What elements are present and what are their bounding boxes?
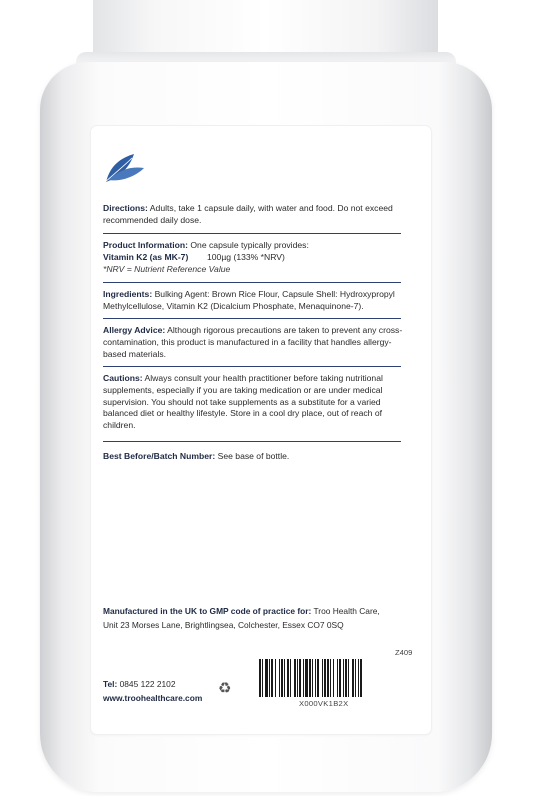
barcode-bar [345,659,347,697]
manufacturer-section [103,604,403,632]
barcode-bar [339,659,341,697]
leaf-logo-icon [100,152,146,184]
product-info-section [103,240,403,275]
section-divider [103,318,401,319]
best-before-text: See base of bottle. [215,451,290,461]
barcode-bar [337,659,338,697]
section-divider [103,282,401,283]
best-before-label: Best Before/Batch Number: [103,451,216,461]
barcode-bar [333,659,334,697]
barcode-bar [269,659,270,697]
barcode-bar [358,659,359,697]
nutrient-amount: 100µg (133% *NRV) [207,251,285,262]
directions-label: Directions: [103,203,148,213]
barcode-bar [305,659,308,697]
barcode-bar [324,659,326,697]
directions-section [103,203,403,227]
section-divider [103,233,401,234]
barcode-bar [360,659,362,697]
barcode-bar [281,659,283,697]
cautions-text: Always consult your health practitioner before taking nutritional supplements, especially if you are taking medication or are under medical supervision. You should not take supplements as a substitute for a varied balanced diet or healthy lifestyle. Store in a cool dry place, out of reach of children. [103,373,383,431]
barcode-bar [352,659,354,697]
barcode-number: X000VK1B2X [299,699,349,708]
allergy-text: Although rigorous precautions are taken to prevent any cross-contamination, this product is manufactured in a facility that handles allergy-based materials. [103,325,403,359]
barcode-bar [259,659,261,697]
barcode-bar [348,659,349,697]
tel-label: Tel: [103,679,118,689]
barcode-bar [265,659,268,697]
barcode-bar [303,659,304,697]
barcode-bar [322,659,323,697]
product-info-label: Product Information: [103,240,188,250]
nutrient-row [103,252,403,264]
barcode-bar [343,659,344,697]
barcode-bar [309,659,311,697]
best-before-section [103,451,403,463]
tel-number: 0845 122 2102 [117,679,176,689]
cautions-section [103,373,403,432]
allergy-section [103,325,403,360]
barcode-bar [287,659,289,697]
barcode-bar [355,659,356,697]
barcode [258,659,416,697]
barcode-bar [279,659,280,697]
manufacturer-address: Unit 23 Morses Lane, Brightlingsea, Colchester, Essex CO7 0SQ [103,620,344,630]
barcode-bar [327,659,329,697]
barcode-bar [290,659,291,697]
barcode-bar [312,659,313,697]
barcode-bar [284,659,285,697]
barcode-bar [262,659,263,697]
nutrient-name: Vitamin K2 (as MK-7) [103,251,189,262]
manufacturer-label: Manufactured in the UK to GMP code of practice for: [103,606,312,616]
allergy-label: Allergy Advice: [103,325,166,335]
barcode-bar [294,659,296,697]
website-link: www.troohealthcare.com [103,693,203,703]
product-code: Z409 [395,648,413,657]
manufacturer-company: Troo Health Care, [311,606,380,616]
barcode-bar [275,659,276,697]
contact-section [103,677,223,705]
nrv-note: *NRV = Nutrient Reference Value [103,263,231,274]
ingredients-label: Ingredients: [103,289,153,299]
ingredients-section [103,289,403,313]
section-divider [103,441,401,442]
cautions-label: Cautions: [103,373,143,383]
barcode-bar [330,659,331,697]
recycle-icon: ♻ [218,680,232,697]
directions-text: Adults, take 1 capsule daily, with water and food. Do not exceed recommended daily dose. [103,203,393,225]
barcode-bar [317,659,319,697]
section-divider [103,366,401,367]
product-info-text: One capsule typically provides: [187,240,309,250]
barcode-bar [299,659,301,697]
barcode-bar [315,659,316,697]
barcode-bar [297,659,298,697]
ingredients-text: Bulking Agent: Brown Rice Flour, Capsule Shell: Hydroxypropyl Methylcellulose, Vitamin K2 (Dicalcium Phosphate, Menaquinone-7). [103,289,395,311]
barcode-bar [271,659,273,697]
